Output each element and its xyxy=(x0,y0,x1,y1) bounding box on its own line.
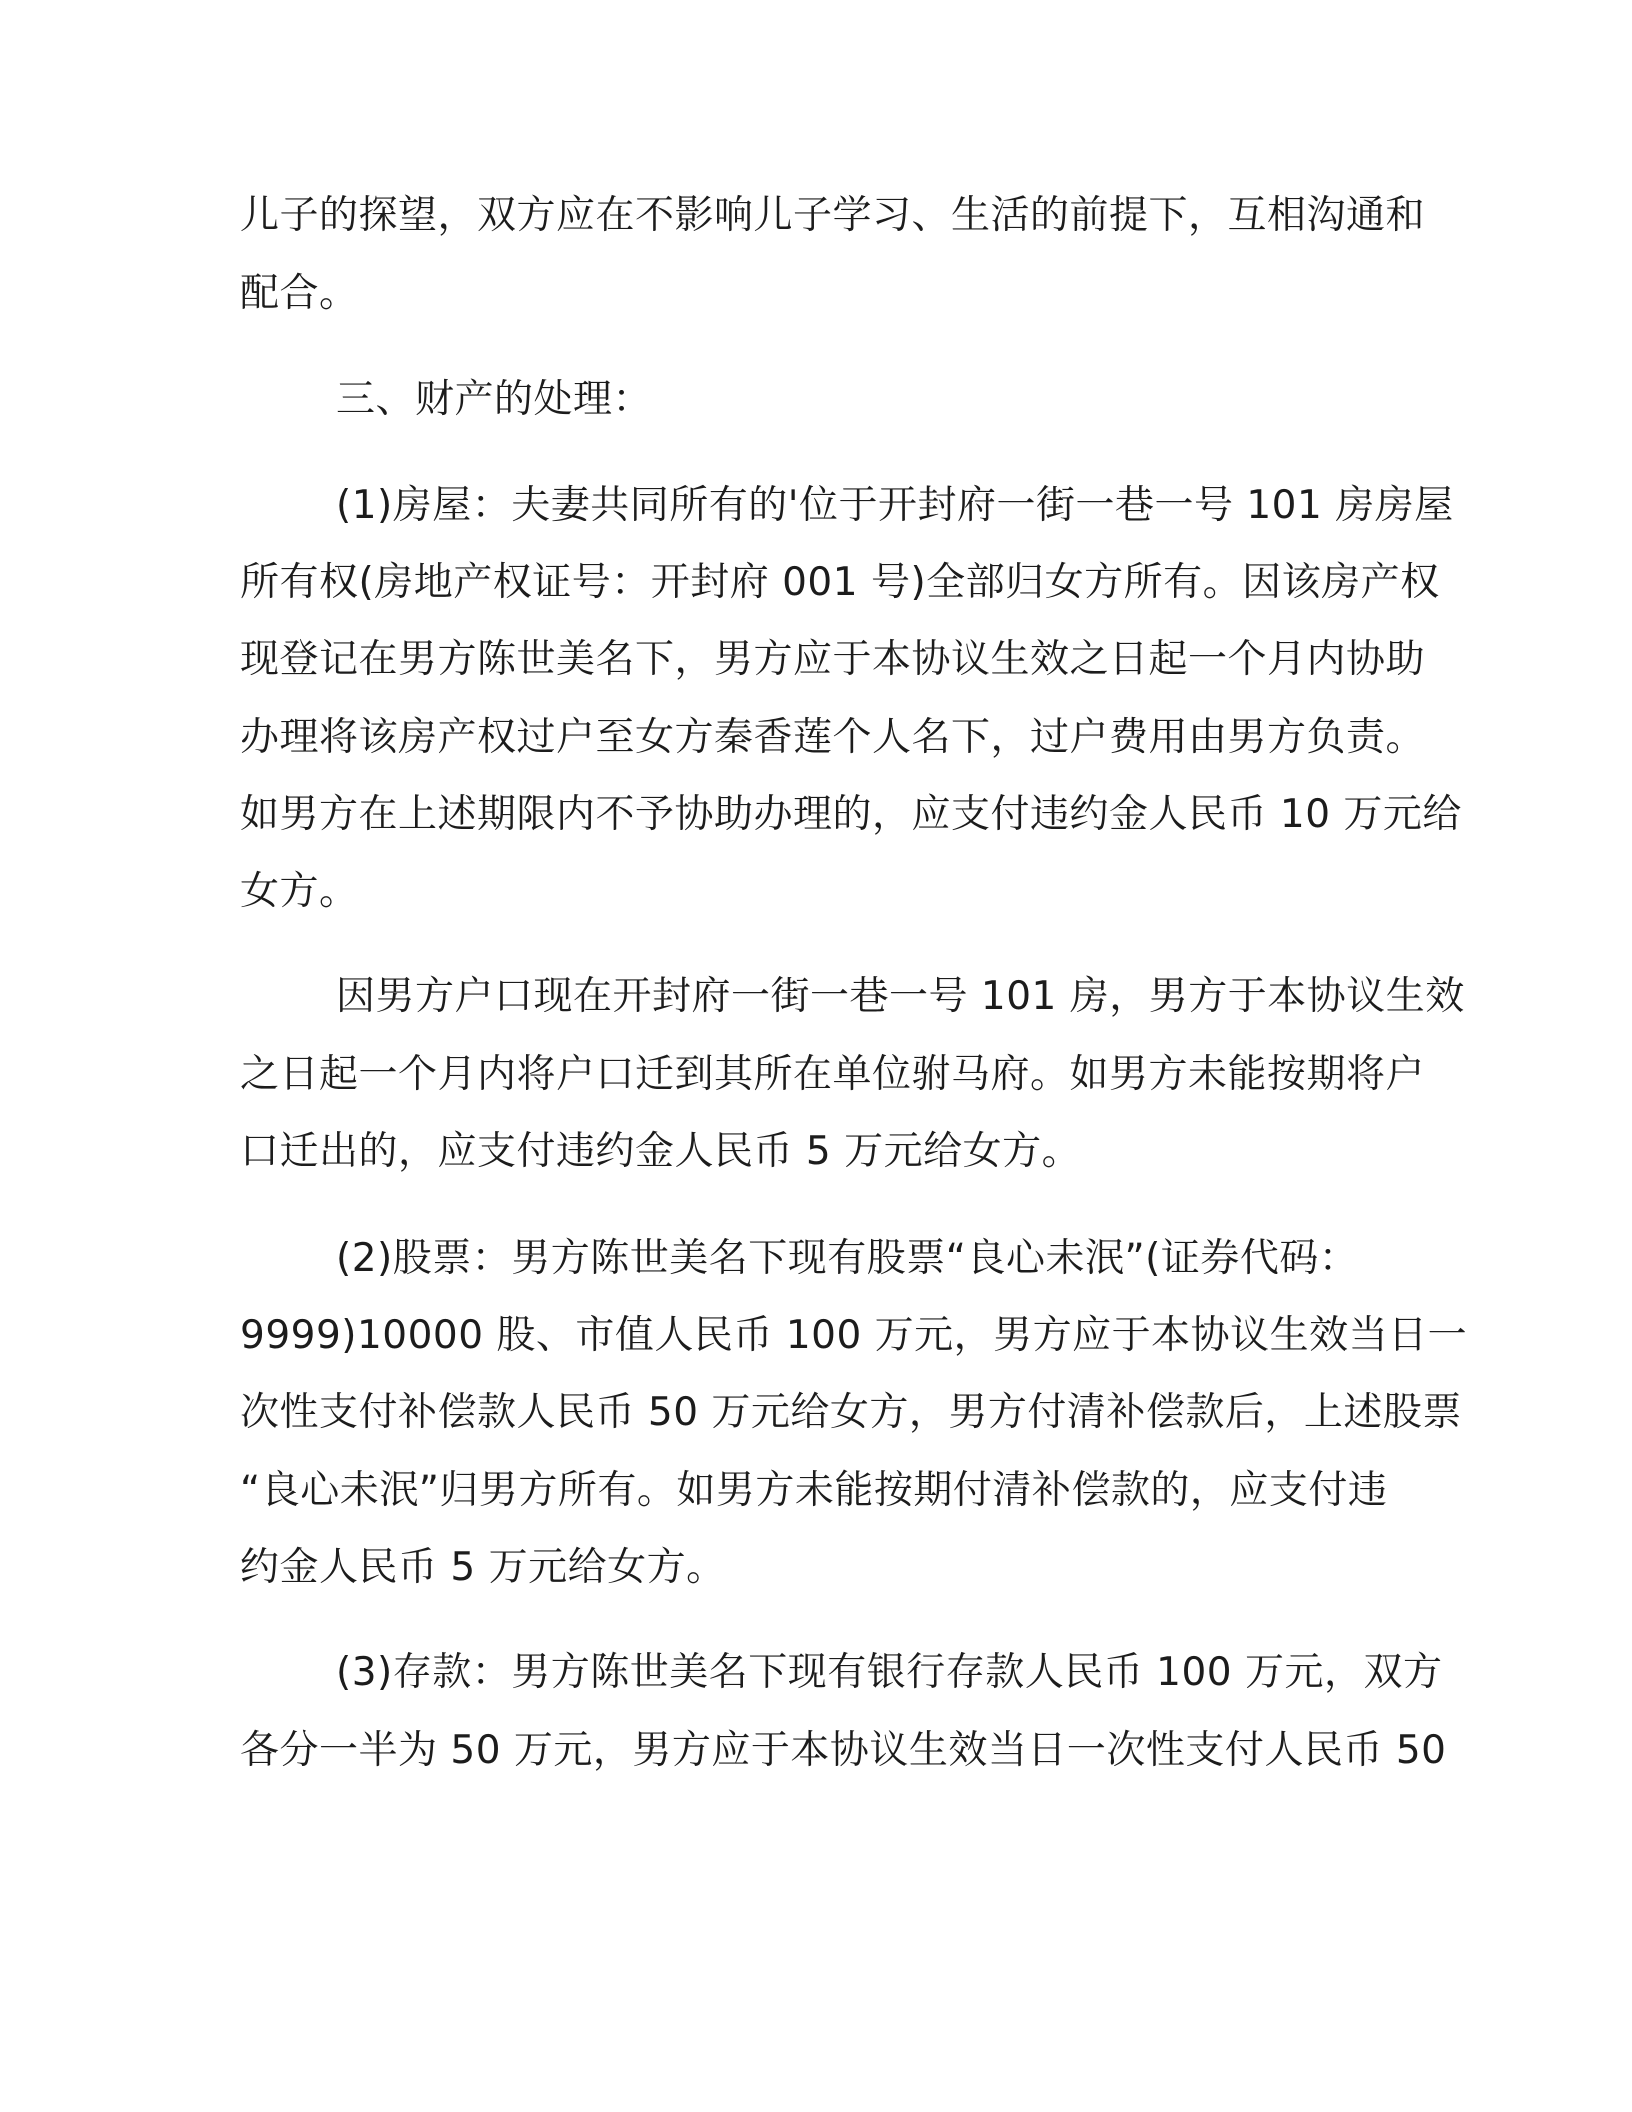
text-line: (3)存款：男方陈世美名下现有银行存款人民币 100 万元，双方 xyxy=(336,1650,1443,1695)
text-line: (2)股票：男方陈世美名下现有股票“良心未泯”(证券代码： xyxy=(336,1236,1359,1281)
text-line: 因男方户口现在开封府一街一巷一号 101 房，男方于本协议生效 xyxy=(336,974,1465,1019)
text-line: 现登记在男方陈世美名下，男方应于本协议生效之日起一个月内协助 xyxy=(240,637,1426,682)
text-line: 儿子的探望，双方应在不影响儿子学习、生活的前提下，互相沟通和 xyxy=(240,193,1426,238)
text-line: 配合。 xyxy=(240,271,359,316)
text-line: (1)房屋：夫妻共同所有的'位于开封府一街一巷一号 101 房房屋 xyxy=(336,483,1454,528)
text-line: 各分一半为 50 万元，男方应于本协议生效当日一次性支付人民币 50 xyxy=(240,1728,1447,1773)
text-line: 女方。 xyxy=(240,869,359,914)
text-line: “良心未泯”归男方所有。如男方未能按期付清补偿款的，应支付违 xyxy=(240,1468,1388,1513)
text-line: 所有权(房地产权证号：开封府 001 号)全部归女方所有。因该房产权 xyxy=(240,560,1440,605)
text-line: 口迁出的，应支付违约金人民币 5 万元给女方。 xyxy=(240,1129,1082,1174)
text-line: 次性支付补偿款人民币 50 万元给女方，男方付清补偿款后，上述股票 xyxy=(240,1390,1462,1435)
text-line: 如男方在上述期限内不予协助办理的，应支付违约金人民币 10 万元给 xyxy=(240,792,1462,837)
section-heading: 三、财产的处理： xyxy=(336,377,653,422)
text-line: 之日起一个月内将户口迁到其所在单位驸马府。如男方未能按期将户 xyxy=(240,1052,1426,1097)
text-line: 约金人民币 5 万元给女方。 xyxy=(240,1545,726,1590)
text-line: 办理将该房产权过户至女方秦香莲个人名下，过户费用由男方负责。 xyxy=(240,715,1426,760)
text-line: 9999)10000 股、市值人民币 100 万元，男方应于本协议生效当日一 xyxy=(240,1313,1468,1358)
